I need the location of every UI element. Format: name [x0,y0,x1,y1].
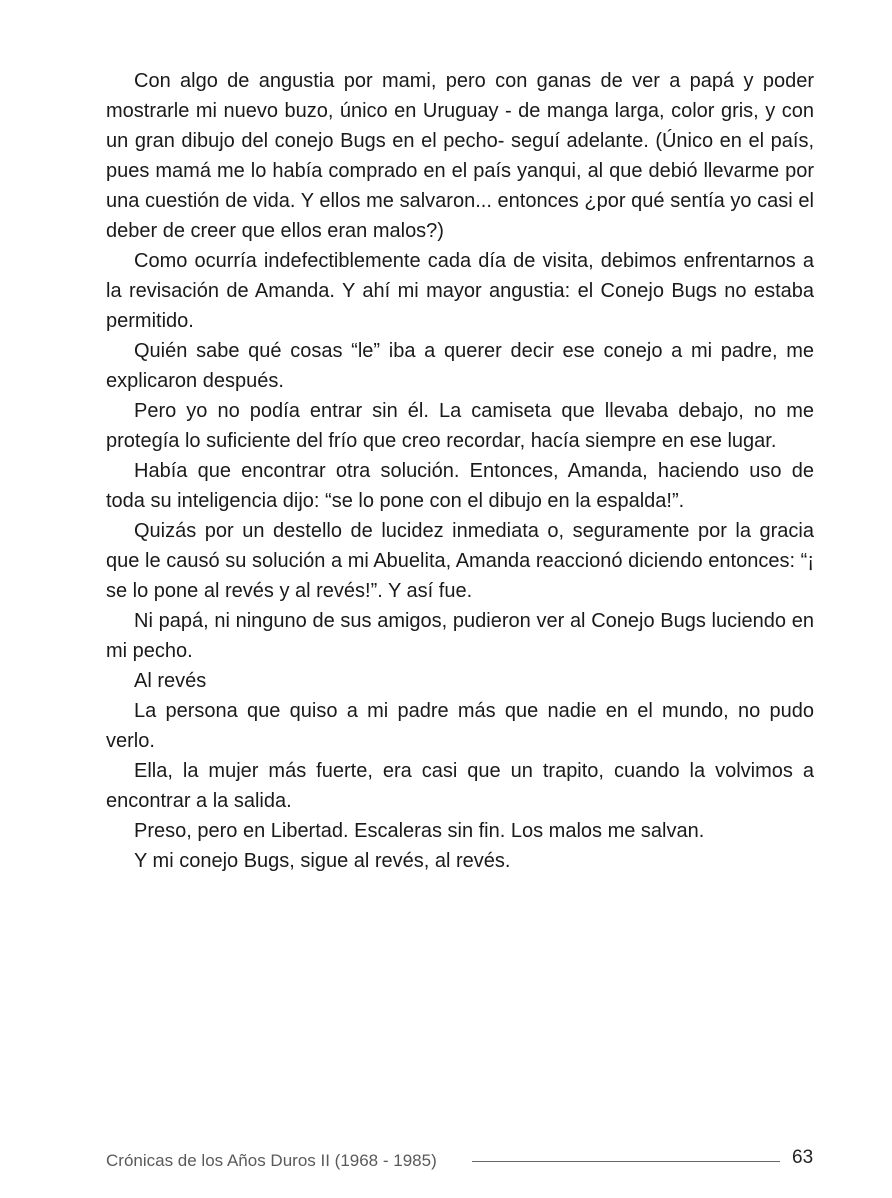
paragraph: La persona que quiso a mi padre más que nadie en el mundo, no pudo verlo. [106,700,814,752]
paragraph: Quién sabe qué cosas “le” iba a querer decir ese conejo a mi padre, me explicaron después. [106,340,814,392]
paragraph: Ella, la mujer más fuerte, era casi que un trapito, cuando la volvimos a encontrar a la salida. [106,760,814,812]
paragraph: Pero yo no podía entrar sin él. La camiseta que llevaba debajo, no me protegía lo suficiente del frío que creo recordar, hacía siempre en ese lugar. [106,400,814,452]
paragraph: Había que encontrar otra solución. Entonces, Amanda, haciendo uso de toda su inteligencia dijo: “se lo pone con el dibujo en la espalda!”. [106,460,814,512]
paragraph: Como ocurría indefectiblemente cada día de visita, debimos enfrentarnos a la revisación de Amanda. Y ahí mi mayor angustia: el Conejo Bugs no estaba permitido. [106,250,814,332]
footer-divider [472,1161,780,1162]
paragraph: Ni papá, ni ninguno de sus amigos, pudieron ver al Conejo Bugs luciendo en mi pecho. [106,610,814,662]
paragraph: Quizás por un destello de lucidez inmediata o, seguramente por la gracia que le causó su solución a mi Abuelita, Amanda reaccionó diciendo entonces: “¡ se lo pone al revés y al revés!”. Y así fue. [106,520,814,602]
page-footer [106,1146,814,1176]
paragraph: Al revés [134,670,207,692]
footer-book-title: Crónicas de los Años Duros II (1968 - 1985) [106,1151,437,1170]
paragraph: Con algo de angustia por mami, pero con ganas de ver a papá y poder mostrarle mi nuevo buzo, único en Uruguay - de manga larga, color gris, y con un gran dibujo del conejo Bugs en el pecho- seguí adelante. (Único en el país, pues mamá me lo había comprado en el país yanqui, al que debió llevarme por una cuestión de vida. Y ellos me salvaron... entonces ¿por qué sentía yo casi el deber de creer que ellos eran malos?) [106,70,814,242]
page-number: 63 [792,1147,814,1168]
paragraph: Preso, pero en Libertad. Escaleras sin fin. Los malos me salvan. [134,820,705,842]
paragraph: Y mi conejo Bugs, sigue al revés, al revés. [134,850,511,872]
body-text [106,66,814,876]
